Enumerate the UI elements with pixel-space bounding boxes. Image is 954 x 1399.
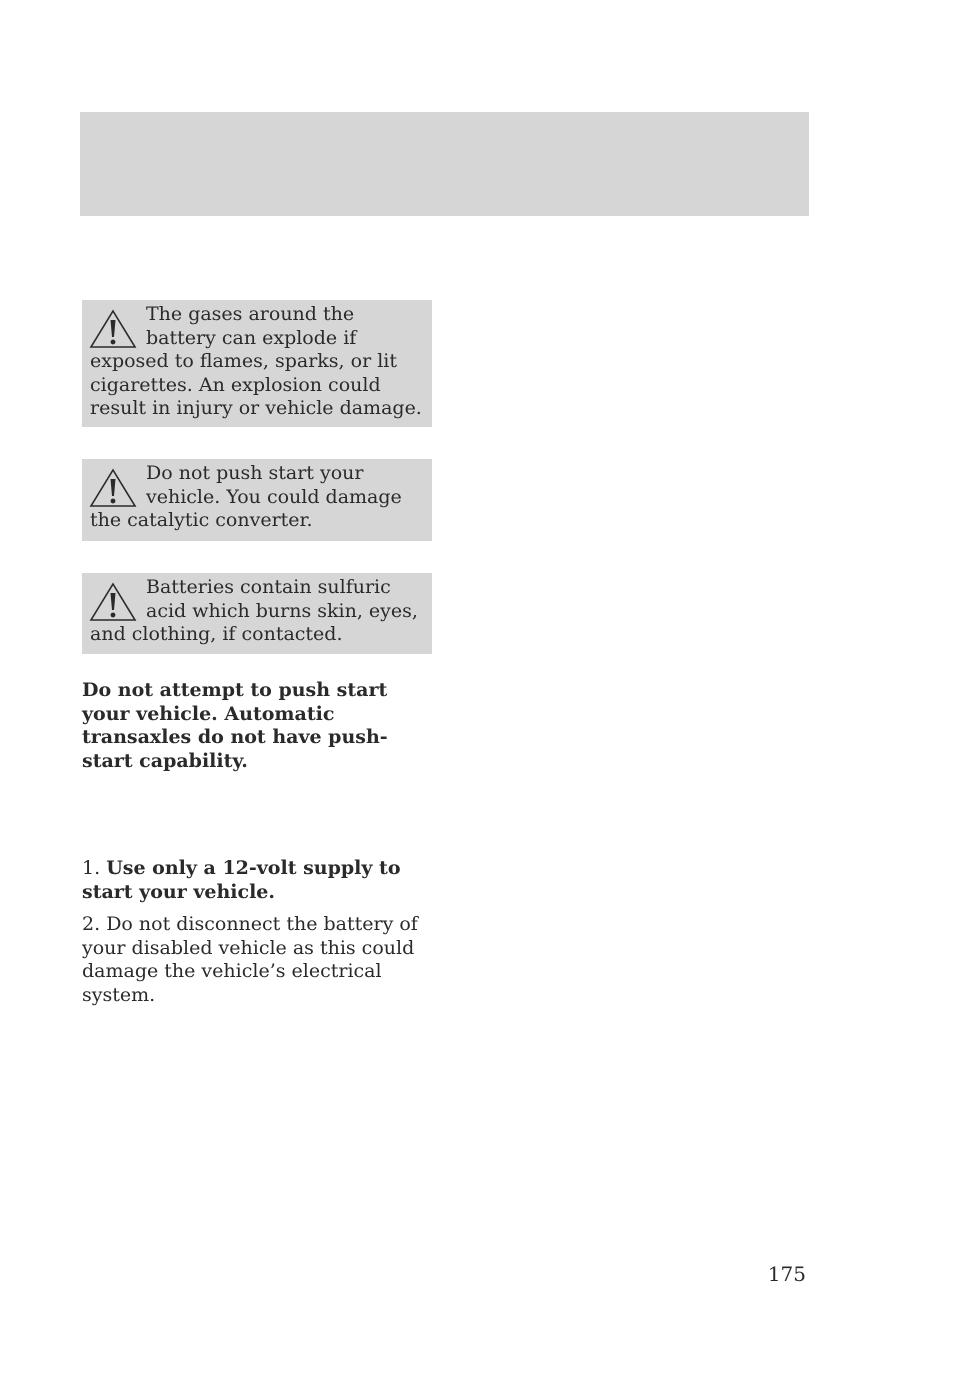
warning-box-sulfuric-acid <box>82 573 432 654</box>
warning-text: Batteries contain sulfuric acid which burns skin, eyes, and clothing, if contacted. <box>90 576 418 645</box>
warning-triangle-icon <box>89 308 137 350</box>
warning-text: Do not push start your vehicle. You could damage the catalytic converter. <box>90 462 402 531</box>
warning-text: The gases around the battery can explode if exposed to flames, sparks, or lit cigarettes. An explosion could result in injury or vehicle damage. <box>90 303 422 419</box>
step-number: 1. <box>82 857 101 879</box>
header-band <box>80 112 809 216</box>
step-2 <box>82 913 432 1007</box>
step-text: Do not disconnect the battery of your disabled vehicle as this could damage the vehicle’s electrical system. <box>82 913 418 1006</box>
step-text: Use only a 12-volt supply to start your vehicle. <box>82 857 401 903</box>
warning-box-push-start <box>82 459 432 541</box>
warning-triangle-icon <box>89 581 137 623</box>
warning-box-battery-gases <box>82 300 432 427</box>
step-number: 2. <box>82 913 101 935</box>
bold-note: Do not attempt to push start your vehicle. Automatic transaxles do not have push-start capability. <box>82 679 388 772</box>
page-number: 175 <box>767 1262 806 1286</box>
warning-triangle-icon <box>89 467 137 509</box>
step-1 <box>82 857 432 904</box>
